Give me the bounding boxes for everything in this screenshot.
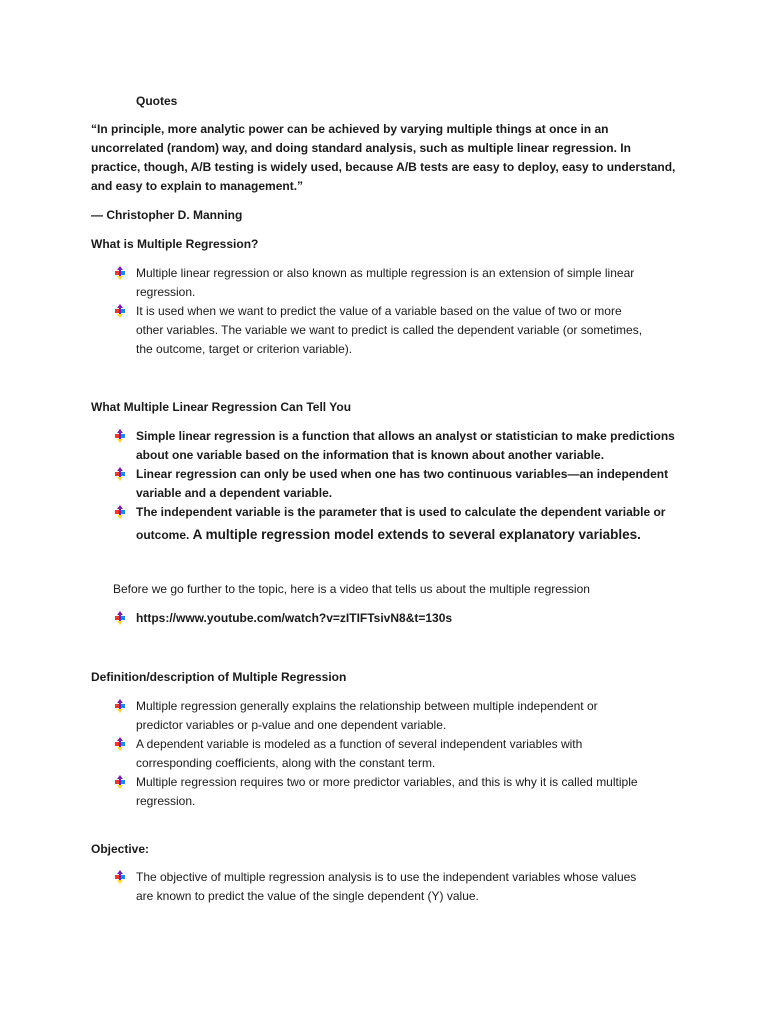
four-color-arrow-bullet-icon <box>114 505 126 519</box>
list-item-text: Multiple regression requires two or more predictor variables, and this is why it is called multiple <box>136 775 638 789</box>
list-item <box>136 465 675 503</box>
four-color-arrow-bullet-icon <box>114 467 126 481</box>
list-item-text: A dependent variable is modeled as a function of several independent variables with <box>136 737 583 751</box>
quote-line: “In principle, more analytic power can be achieved by varying multiple things at once in an <box>91 122 609 136</box>
bullet-list <box>136 427 675 545</box>
list-item-text: Multiple regression generally explains the relationship between multiple independent or <box>136 699 598 713</box>
list-item <box>136 773 638 811</box>
list-item-emphasis-text: A multiple regression model extends to several explanatory variables. <box>192 527 641 542</box>
four-color-arrow-bullet-icon <box>114 699 126 713</box>
list-item-text <box>136 525 675 545</box>
list-item-text: regression. <box>136 285 196 299</box>
list-item-text: are known to predict the value of the single dependent (Y) value. <box>136 889 479 903</box>
section-heading: What Multiple Linear Regression Can Tell You <box>91 400 352 414</box>
list-item-text: The objective of multiple regression analysis is to use the independent variables whose values <box>136 870 637 884</box>
list-item-text: predictor variables or p-value and one dependent variable. <box>136 718 447 732</box>
list-item-text: regression. <box>136 794 196 808</box>
bullet-list <box>136 868 636 906</box>
four-color-arrow-bullet-icon <box>114 429 126 443</box>
quote-line: practice, though, A/B testing is widely used, because A/B tests are easy to deploy, easy to understand, <box>91 160 676 174</box>
list-item <box>136 503 675 545</box>
list-item-text-prefix: outcome. <box>136 528 193 542</box>
four-color-arrow-bullet-icon <box>114 737 126 751</box>
four-color-arrow-bullet-icon <box>114 304 126 318</box>
list-item-text: It is used when we want to predict the value of a variable based on the value of two or more <box>136 304 622 318</box>
four-color-arrow-bullet-icon <box>114 611 126 625</box>
list-item-text: the outcome, target or criterion variable). <box>136 342 353 356</box>
list-item <box>136 697 638 735</box>
bullet-list <box>136 264 642 359</box>
list-item-text: about one variable based on the information that is known about another variable. <box>136 448 605 462</box>
list-item <box>136 264 642 302</box>
quotes-heading: Quotes <box>136 94 178 108</box>
list-item <box>136 609 452 628</box>
bullet-list <box>136 697 638 811</box>
bullet-list <box>136 609 452 628</box>
list-item-text: Multiple linear regression or also known as multiple regression is an extension of simple linear <box>136 266 635 280</box>
list-item-text: The independent variable is the parameter that is used to calculate the dependent variable or <box>136 505 666 519</box>
list-item <box>136 868 636 906</box>
four-color-arrow-bullet-icon <box>114 266 126 280</box>
list-item-text: other variables. The variable we want to predict is called the dependent variable (or sometimes, <box>136 323 643 337</box>
section-heading: Definition/description of Multiple Regression <box>91 670 347 684</box>
section-heading: Objective: <box>91 842 150 856</box>
list-item <box>136 302 642 359</box>
list-item-text: Linear regression can only be used when one has two continuous variables—an independent <box>136 467 669 481</box>
four-color-arrow-bullet-icon <box>114 775 126 789</box>
video-intro-text: Before we go further to the topic, here is a video that tells us about the multiple regression <box>113 582 590 596</box>
list-item <box>136 735 638 773</box>
video-link[interactable]: https://www.youtube.com/watch?v=zITIFTsivN8&t=130s <box>136 611 453 625</box>
four-color-arrow-bullet-icon <box>114 870 126 884</box>
list-item-text: variable and a dependent variable. <box>136 486 333 500</box>
list-item-text: corresponding coefficients, along with the constant term. <box>136 756 436 770</box>
quote-attribution: — Christopher D. Manning <box>91 208 243 222</box>
section-heading: What is Multiple Regression? <box>91 237 259 251</box>
list-item-text: Simple linear regression is a function that allows an analyst or statistician to make predictions <box>136 429 675 443</box>
quote-line: uncorrelated (random) way, and doing standard analysis, such as multiple linear regression. In <box>91 141 631 155</box>
list-item <box>136 427 675 465</box>
quote-line: and easy to explain to management.” <box>91 179 304 193</box>
